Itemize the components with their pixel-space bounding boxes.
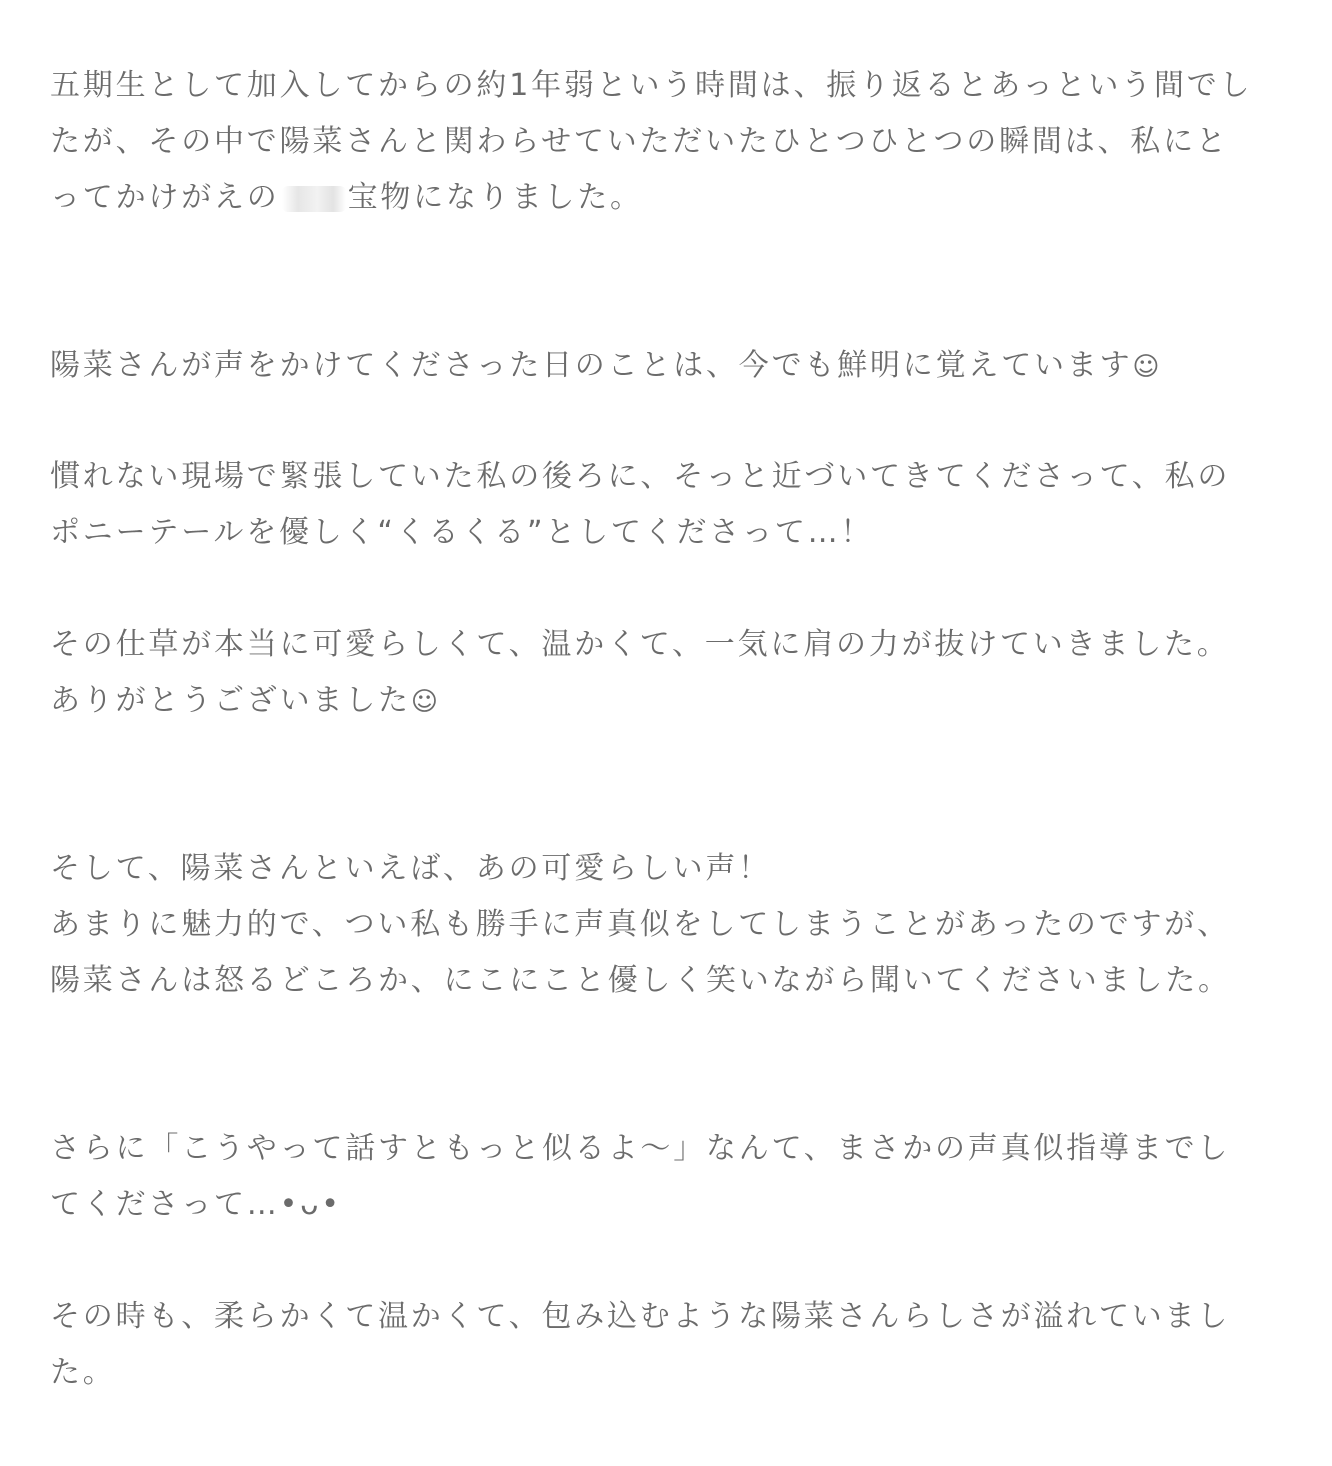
smile-emoji-icon: ☺ xyxy=(410,687,441,717)
text-line: たが、その中で陽菜さんと関わらせていただいたひとつひとつの瞬間は、私にと xyxy=(50,124,1229,159)
text-line xyxy=(50,178,643,218)
text-line: てくださって…•ᴗ• xyxy=(50,1187,342,1222)
text-line xyxy=(50,346,1162,387)
text-segment: ってかけがえの xyxy=(50,180,280,215)
text-line xyxy=(50,681,441,722)
text-line: そして、陽菜さんといえば、あの可愛らしい声！ xyxy=(50,851,771,886)
text-line: 五期生として加入してからの約1年弱という時間は、振り返るとあっという間でし xyxy=(50,68,1253,103)
text-segment: ありがとうございました xyxy=(50,683,411,718)
text-line: ポニーテールを優しく“くるくる”としてくださって…！ xyxy=(50,515,874,550)
text-line: た。 xyxy=(50,1355,116,1390)
text-line: さらに「こうやって話すともっと似るよ〜」なんて、まさかの声真似指導までし xyxy=(50,1131,1231,1166)
text-segment: 宝物になりました。 xyxy=(347,180,643,215)
text-segment: 陽菜さんが声をかけてくださった日のことは、今でも鮮明に覚えています xyxy=(50,348,1133,383)
text-line: 陽菜さんは怒るどころか、にこにこと優しく笑いながら聞いてくださいました。 xyxy=(50,963,1231,998)
text-line: あまりに魅力的で、つい私も勝手に声真似をしてしまうことがあったのですが、 xyxy=(50,907,1230,942)
redacted-text xyxy=(282,186,346,212)
text-line: その時も、柔らかくて温かくて、包み込むような陽菜さんらしさが溢れていまし xyxy=(50,1299,1231,1334)
smile-emoji-icon: ☺ xyxy=(1132,352,1163,382)
text-line: 慣れない現場で緊張していた私の後ろに、そっと近づいてきてくださって、私の xyxy=(50,459,1231,494)
text-line: その仕草が本当に可愛らしくて、温かくて、一気に肩の力が抜けていきました。 xyxy=(50,627,1230,662)
